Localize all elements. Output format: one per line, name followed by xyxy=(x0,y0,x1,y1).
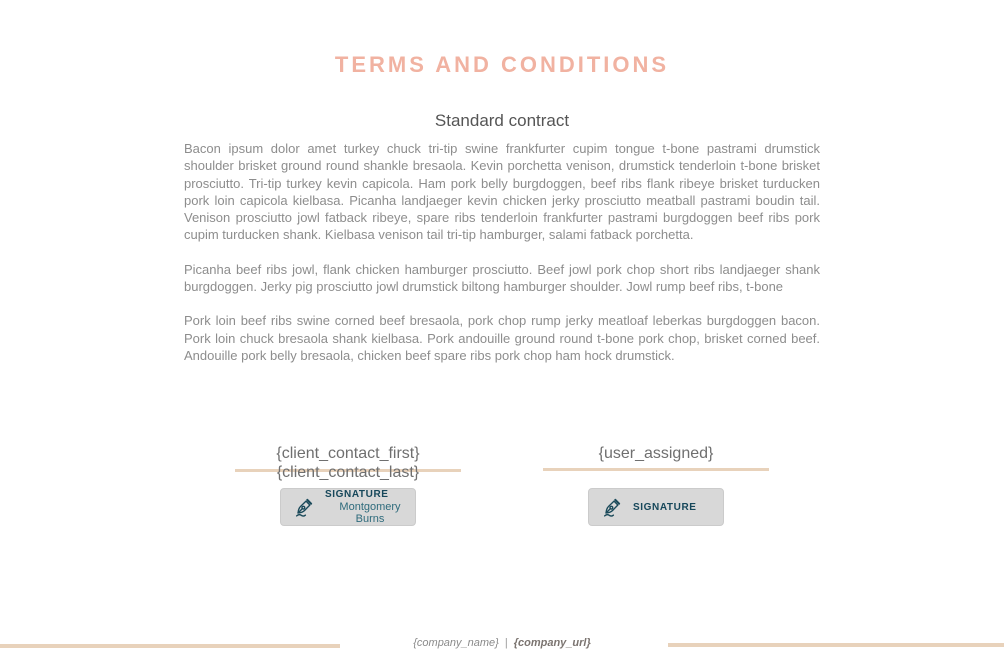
contract-body xyxy=(184,140,820,364)
user-signature-line xyxy=(543,468,769,471)
user-signer-name xyxy=(543,444,769,488)
user-assigned-placeholder: {user_assigned} xyxy=(598,445,714,463)
client-signature-block xyxy=(235,444,461,526)
client-contact-last-placeholder: {client_contact_last} xyxy=(276,464,420,482)
contract-subtitle: Standard contract xyxy=(434,111,570,130)
client-signature-button[interactable] xyxy=(280,488,416,526)
user-signature-button[interactable] xyxy=(588,488,724,526)
client-signer-name xyxy=(235,444,461,488)
user-signature-block xyxy=(543,444,769,526)
company-url-placeholder: {company_url} xyxy=(513,637,591,649)
contract-paragraph: Picanha beef ribs jowl, flank chicken hamburger prosciutto. Beef jowl pork chop short ribs landjaeger shank burgdoggen. Jerky pig prosciutto jowl drumstick biltong hamburger shoulder. Jowl rump beef ribs, t-bone xyxy=(184,261,820,295)
contract-paragraph: Bacon ipsum dolor amet turkey chuck tri-tip swine frankfurter cupim tongue t-bone pastrami drumstick shoulder brisket ground round shankle bresaola. Kevin porchetta venison, drumstick tenderloin t-bone brisket prosciutto. Tri-tip turkey kevin capicola. Ham pork belly burgdoggen, beef ribs flank ribeye brisket turducken pork loin capicola kielbasa. Picanha landjaeger kevin chicken jerky prosciutto meatball pastrami boudin tail. Venison prosciutto jowl fatback ribeye, spare ribs tenderloin frankfurter pastrami burgdoggen beef ribs pork cupim turducken shank. Kielbasa venison tail tri-tip hamburger, salami fatback porchetta. xyxy=(184,141,820,243)
signature-row xyxy=(0,444,1004,526)
pen-nib-icon xyxy=(601,496,623,518)
client-contact-first-placeholder: {client_contact_first} xyxy=(276,445,420,463)
footer xyxy=(0,637,1004,649)
signature-button-label: SIGNATURE xyxy=(633,501,697,513)
footer-separator: | xyxy=(504,637,508,649)
page-title: TERMS AND CONDITIONS xyxy=(334,52,670,77)
signature-button-label: SIGNATURE xyxy=(325,489,389,501)
pen-nib-icon xyxy=(293,496,315,518)
signature-button-signer: Montgomery Burns xyxy=(339,501,401,526)
company-name-placeholder: {company_name} xyxy=(413,637,499,649)
contract-paragraph: Pork loin beef ribs swine corned beef bresaola, pork chop rump jerky meatloaf leberkas burgdoggen bacon. Pork loin chuck bresaola shank kielbasa. Pork andouille ground round t-bone pork chop, brisket corned beef. Andouille pork belly bresaola, chicken beef spare ribs pork chop ham hock drumstick. xyxy=(184,313,820,363)
